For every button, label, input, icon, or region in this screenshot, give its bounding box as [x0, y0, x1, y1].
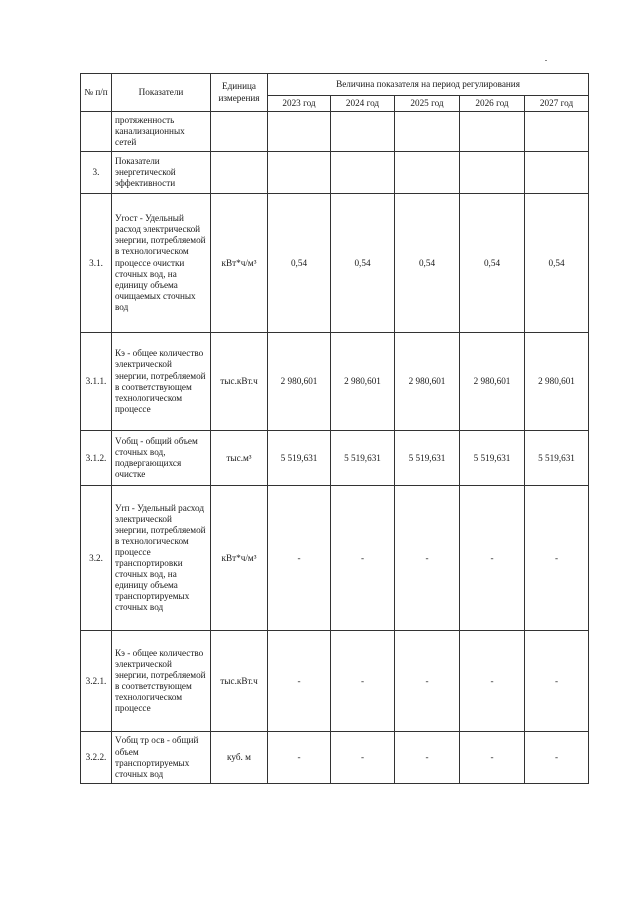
row-value: - [460, 732, 525, 784]
row-name: Vобщ тр осв - общий объем транспортируемых сточных вод [112, 732, 211, 784]
header-year: 2025 год [395, 96, 460, 112]
row-value [525, 112, 589, 152]
row-value: 0,54 [460, 194, 525, 333]
header-year: 2024 год [331, 96, 395, 112]
header-year: 2026 год [460, 96, 525, 112]
indicators-table [80, 73, 589, 784]
row-value: - [460, 631, 525, 732]
row-value: 0,54 [268, 194, 331, 333]
row-value: 0,54 [525, 194, 589, 333]
table-row [81, 732, 589, 784]
row-value: - [268, 631, 331, 732]
row-value: 2 980,601 [268, 333, 331, 431]
row-num: 3.1.1. [81, 333, 112, 431]
row-num: 3.2.1. [81, 631, 112, 732]
row-value: 2 980,601 [525, 333, 589, 431]
row-num: 3.1. [81, 194, 112, 333]
row-value: 5 519,631 [331, 431, 395, 486]
row-name: протяженность канализационных сетей [112, 112, 211, 152]
row-value [331, 152, 395, 194]
row-value [460, 112, 525, 152]
header-year: 2023 год [268, 96, 331, 112]
row-name: Кэ - общее количество электрической энергии, потребляемой в соответствующем технологическом процессе [112, 333, 211, 431]
header-year: 2027 год [525, 96, 589, 112]
row-value: 5 519,631 [268, 431, 331, 486]
row-num: 3. [81, 152, 112, 194]
row-value: - [395, 486, 460, 631]
row-value [460, 152, 525, 194]
row-value: 0,54 [331, 194, 395, 333]
row-unit: тыс.кВт.ч [211, 333, 268, 431]
scan-speck [545, 60, 547, 61]
header-period: Величина показателя на период регулирования [268, 74, 589, 96]
row-value: - [331, 486, 395, 631]
row-value: - [395, 631, 460, 732]
row-unit: тыс.м³ [211, 431, 268, 486]
table-row [81, 631, 589, 732]
row-num: 3.1.2. [81, 431, 112, 486]
row-value [395, 152, 460, 194]
row-name: Показатели энергетической эффективности [112, 152, 211, 194]
row-value: - [525, 486, 589, 631]
header-indicator: Показатели [112, 74, 211, 112]
row-name: Уrост - Удельный расход электрической энергии, потребляемой в технологическом процессе очистки сточных вод, на единицу объема очищаемых сточных вод [112, 194, 211, 333]
row-value [331, 112, 395, 152]
row-name: Vобщ - общий объем сточных вод, подвергающихся очистке [112, 431, 211, 486]
table-row [81, 486, 589, 631]
row-name: Уrп - Удельный расход электрической энергии, потребляемой в технологическом процессе транспортировки сточных вод, на единицу объема транспортируемых сточных вод [112, 486, 211, 631]
row-value: - [331, 631, 395, 732]
row-value: 2 980,601 [460, 333, 525, 431]
row-value: - [268, 486, 331, 631]
row-unit [211, 152, 268, 194]
row-value: 5 519,631 [395, 431, 460, 486]
table-row [81, 194, 589, 333]
table-row [81, 112, 589, 152]
header-num: № п/п [81, 74, 112, 112]
row-value: 2 980,601 [331, 333, 395, 431]
row-unit: кВт*ч/м³ [211, 194, 268, 333]
row-num: 3.2.2. [81, 732, 112, 784]
row-unit: кВт*ч/м³ [211, 486, 268, 631]
row-value: - [460, 486, 525, 631]
row-num [81, 112, 112, 152]
row-value [268, 112, 331, 152]
row-value: - [268, 732, 331, 784]
table-row [81, 152, 589, 194]
header-row [81, 74, 589, 96]
row-value: - [525, 631, 589, 732]
header-unit: Единица измерения [211, 74, 268, 112]
row-unit: куб. м [211, 732, 268, 784]
row-value: 5 519,631 [460, 431, 525, 486]
row-unit [211, 112, 268, 152]
row-value: - [331, 732, 395, 784]
row-value: 5 519,631 [525, 431, 589, 486]
row-value [395, 112, 460, 152]
row-value: 0,54 [395, 194, 460, 333]
row-value: 2 980,601 [395, 333, 460, 431]
row-value: - [395, 732, 460, 784]
row-value [525, 152, 589, 194]
table-row [81, 333, 589, 431]
row-value [268, 152, 331, 194]
row-num: 3.2. [81, 486, 112, 631]
table-row [81, 431, 589, 486]
row-name: Кэ - общее количество электрической энергии, потребляемой в соответствующем технологическом процессе [112, 631, 211, 732]
row-unit: тыс.кВт.ч [211, 631, 268, 732]
row-value: - [525, 732, 589, 784]
